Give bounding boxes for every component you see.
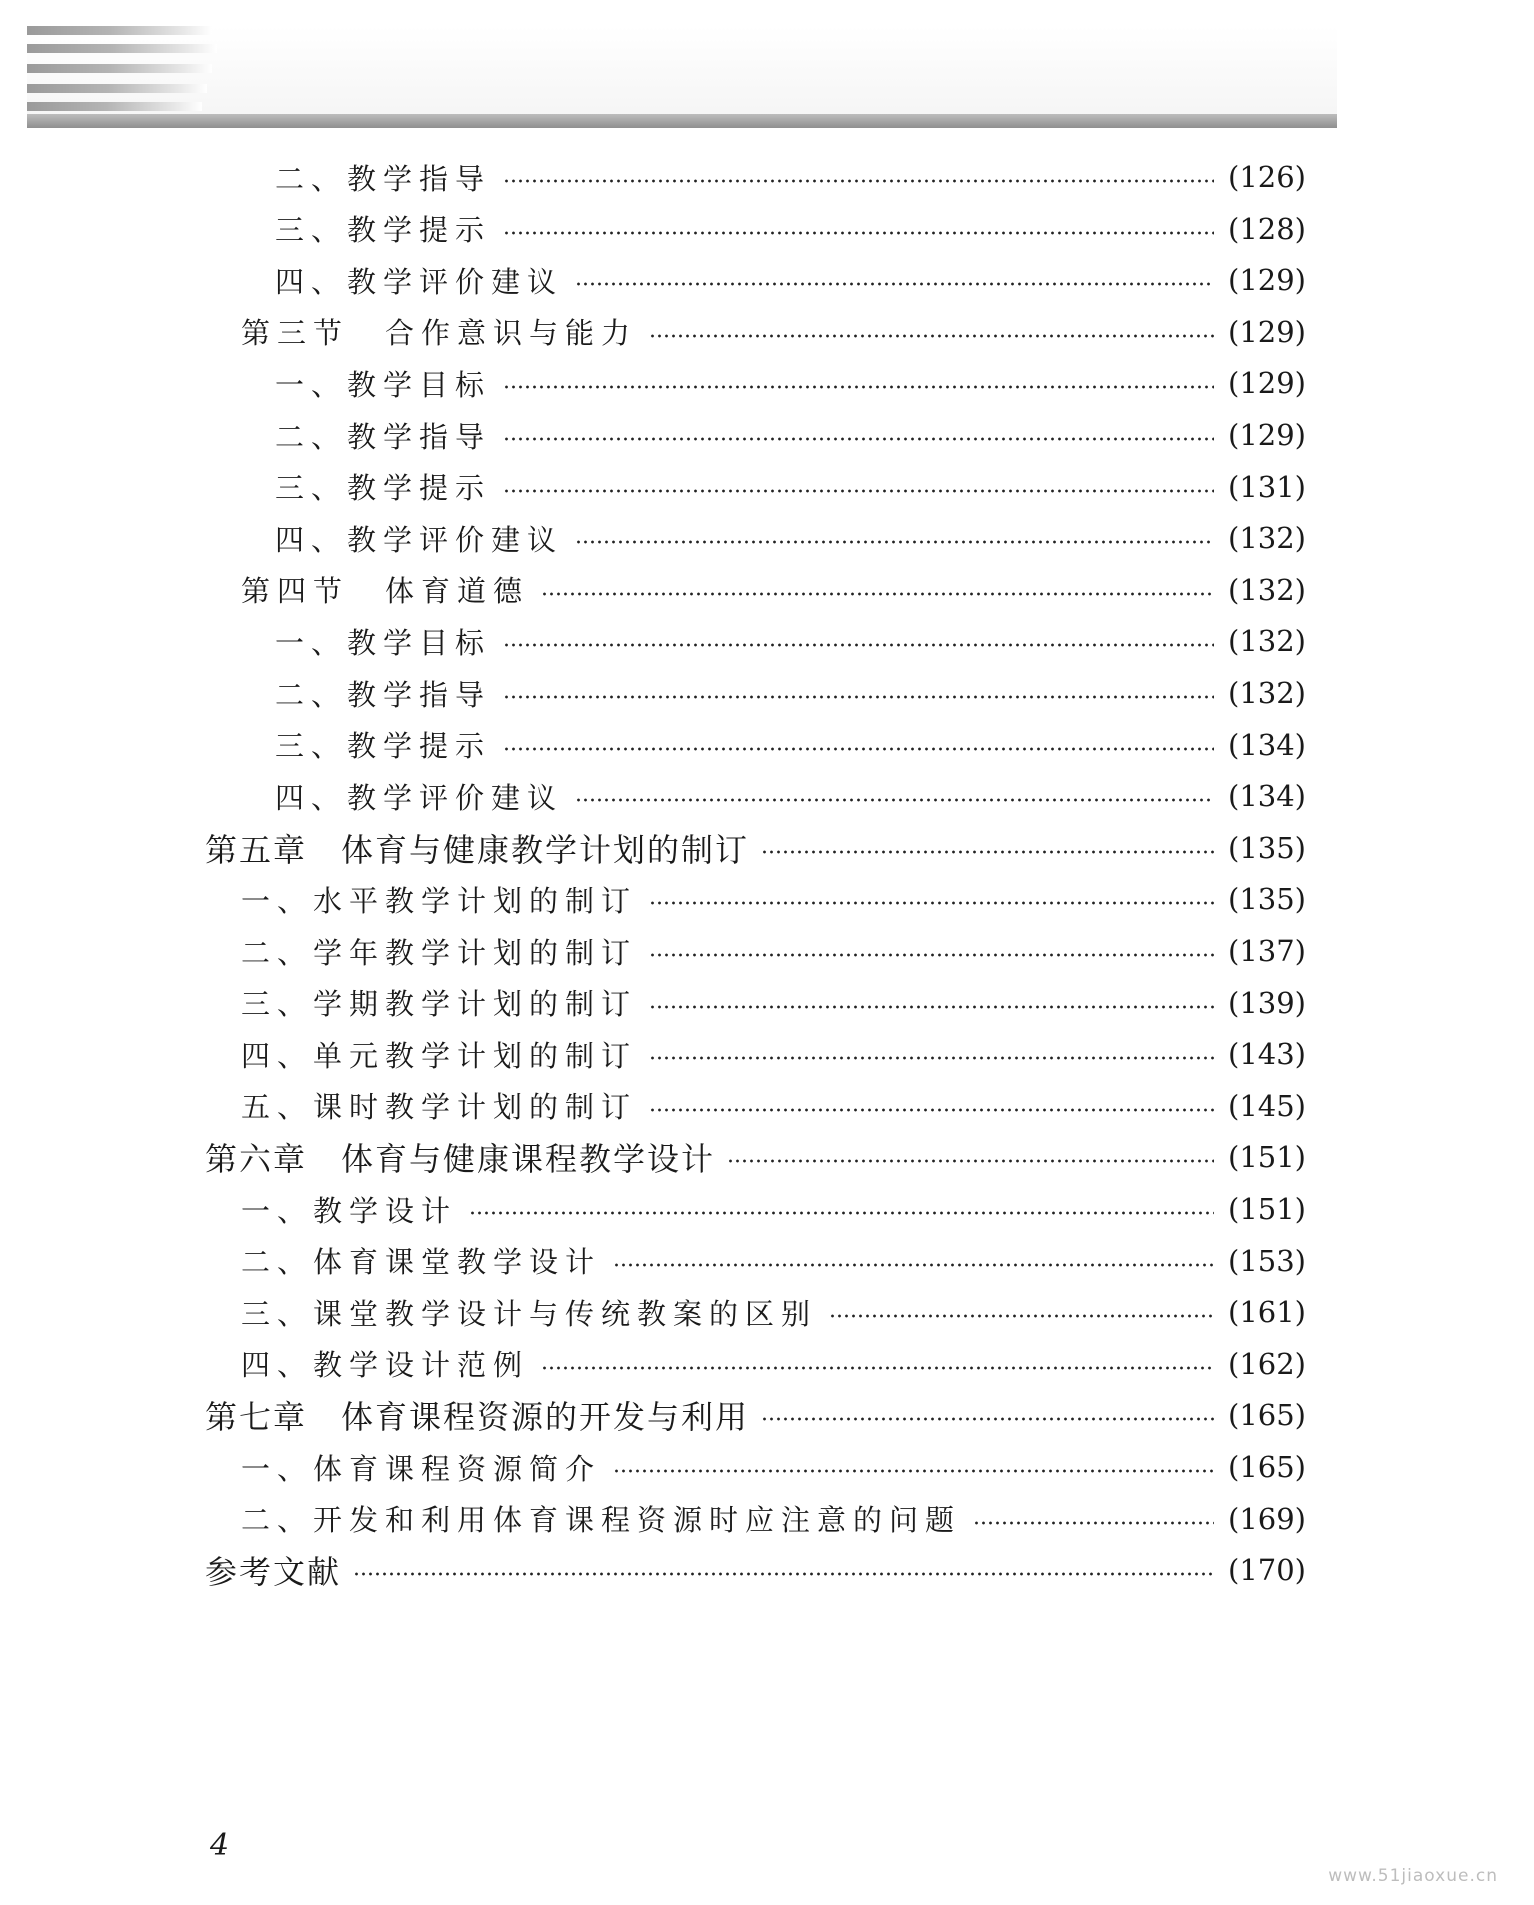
toc-page-number: (137) — [1228, 934, 1306, 968]
toc-entry-row — [275, 672, 1306, 714]
toc-entry-row — [275, 362, 1306, 404]
toc-page-number: (132) — [1228, 572, 1306, 607]
header-stripe — [27, 84, 207, 93]
dot-leader — [973, 1521, 1214, 1525]
dot-leader — [503, 695, 1214, 699]
dot-leader — [575, 282, 1214, 286]
dot-leader — [503, 179, 1214, 183]
toc-entry-row — [241, 878, 1306, 920]
toc-entry-title: 三、教学提示 — [275, 213, 492, 248]
dot-leader — [649, 1108, 1214, 1112]
dot-leader — [541, 592, 1214, 596]
toc-page-number: (165) — [1228, 1398, 1306, 1433]
toc-entry-row — [275, 259, 1306, 301]
toc-entry-title: 第四节 体育道德 — [241, 574, 530, 609]
toc-entry-row — [241, 1446, 1306, 1488]
toc-entry-title: 三、学期教学计划的制订 — [241, 987, 638, 1022]
toc-entry-title: 二、教学指导 — [275, 677, 492, 712]
dot-leader — [503, 489, 1214, 493]
toc-page-number: (129) — [1228, 418, 1306, 452]
toc-page-number: (132) — [1228, 521, 1306, 556]
toc-page-number: (131) — [1228, 469, 1306, 504]
toc-entry-title: 三、课堂教学设计与传统教案的区别 — [241, 1296, 818, 1331]
toc-entry-title: 二、教学指导 — [275, 161, 492, 196]
dot-leader — [649, 901, 1214, 905]
toc-chapter-row — [205, 1394, 1306, 1436]
toc-page-number: (135) — [1228, 882, 1306, 917]
page-number: 4 — [210, 1828, 230, 1863]
dot-leader — [541, 1366, 1214, 1370]
toc-entry-row — [275, 775, 1306, 817]
toc-entry-row — [241, 311, 1306, 353]
toc-page-number: (153) — [1228, 1243, 1306, 1278]
toc-entry-title: 五、课时教学计划的制订 — [241, 1090, 638, 1125]
toc-page-number: (132) — [1228, 624, 1306, 659]
toc-page-number: (162) — [1228, 1346, 1306, 1381]
dot-leader — [649, 953, 1214, 957]
toc-chapter-row — [205, 827, 1306, 869]
dot-leader — [613, 1263, 1214, 1267]
dot-leader — [761, 850, 1214, 854]
toc-entry-title: 四、教学设计范例 — [241, 1348, 530, 1383]
toc-entry-row — [241, 1188, 1306, 1230]
toc-page-number: (170) — [1228, 1553, 1306, 1588]
header-stripe — [27, 44, 217, 53]
dot-leader — [353, 1572, 1214, 1576]
toc-entry-row — [275, 724, 1306, 766]
toc-entry-row — [241, 930, 1306, 972]
toc-entry-title: 四、单元教学计划的制订 — [241, 1038, 638, 1073]
toc-page-number: (143) — [1228, 1037, 1306, 1072]
toc-entry-title: 一、教学目标 — [275, 625, 492, 660]
toc-entry-row — [241, 1240, 1306, 1282]
toc-entry-row — [241, 1291, 1306, 1333]
toc-entry-row — [241, 1085, 1306, 1127]
toc-chapter-row — [205, 1136, 1306, 1178]
toc-entry-title: 三、教学提示 — [275, 729, 492, 764]
toc-entry-row — [241, 982, 1306, 1024]
toc-page-number: (169) — [1228, 1501, 1306, 1536]
toc-entry-title: 第六章 体育与健康课程教学设计 — [205, 1140, 716, 1179]
toc-entry-title: 二、体育课堂教学设计 — [241, 1245, 602, 1280]
toc-page-number: (128) — [1228, 211, 1306, 246]
toc-entry-row — [241, 1033, 1306, 1075]
toc-page-number: (161) — [1228, 1295, 1306, 1330]
toc-entry-title: 四、教学评价建议 — [275, 522, 564, 557]
toc-page-number: (129) — [1228, 314, 1306, 349]
toc-entry-title: 二、学年教学计划的制订 — [241, 935, 638, 970]
toc-entry-title: 第五章 体育与健康教学计划的制订 — [205, 830, 750, 869]
dot-leader — [649, 334, 1214, 338]
toc-page-number: (151) — [1228, 1192, 1306, 1226]
dot-leader — [649, 1005, 1214, 1009]
toc-page-number: (145) — [1228, 1088, 1306, 1123]
toc-entry-title: 三、教学提示 — [275, 471, 492, 506]
toc-entry-row — [275, 517, 1306, 559]
toc-entry-title: 二、教学指导 — [275, 419, 492, 454]
dot-leader — [503, 231, 1214, 235]
header-decoration — [27, 26, 1337, 130]
toc-page-number: (165) — [1228, 1450, 1306, 1484]
toc-page-number: (151) — [1228, 1140, 1306, 1175]
dot-leader — [575, 540, 1214, 544]
toc-entry-title: 参考文献 — [205, 1553, 342, 1592]
dot-leader — [503, 437, 1214, 441]
toc-entry-row — [275, 466, 1306, 508]
toc-page-number: (126) — [1228, 160, 1306, 194]
header-stripe — [27, 64, 212, 73]
dot-leader — [503, 643, 1214, 647]
toc-page-number: (134) — [1228, 779, 1306, 814]
toc-entry-row — [275, 620, 1306, 662]
header-stripe — [27, 102, 202, 111]
toc-entry-title: 四、教学评价建议 — [275, 780, 564, 815]
toc-entry-title: 一、教学设计 — [241, 1193, 458, 1228]
dot-leader — [503, 385, 1214, 389]
header-rule — [27, 114, 1337, 128]
header-fade — [27, 26, 1337, 126]
toc-chapter-row — [205, 1549, 1306, 1591]
dot-leader — [613, 1469, 1214, 1473]
dot-leader — [503, 747, 1214, 751]
toc-entry-row — [275, 414, 1306, 456]
toc-entry-row — [241, 1343, 1306, 1385]
toc-entry-title: 四、教学评价建议 — [275, 264, 564, 299]
dot-leader — [575, 798, 1214, 802]
toc-entry-row — [275, 156, 1306, 198]
toc-entry-title: 一、教学目标 — [275, 367, 492, 402]
toc-entry-title: 一、体育课程资源简介 — [241, 1451, 602, 1486]
toc-page-number: (134) — [1228, 727, 1306, 762]
toc-page-number: (139) — [1228, 985, 1306, 1020]
dot-leader — [727, 1159, 1214, 1163]
toc-page-number: (135) — [1228, 830, 1306, 865]
watermark: www.51jiaoxue.cn — [1328, 1866, 1498, 1886]
toc-entry-title: 二、开发和利用体育课程资源时应注意的问题 — [241, 1503, 962, 1538]
dot-leader — [649, 1056, 1214, 1060]
toc-entry-title: 第七章 体育课程资源的开发与利用 — [205, 1398, 750, 1437]
toc-entry-row — [241, 569, 1306, 611]
toc-page-number: (129) — [1228, 263, 1306, 298]
toc-entry-title: 一、水平教学计划的制订 — [241, 883, 638, 918]
toc-page-number: (132) — [1228, 676, 1306, 710]
toc-page-number: (129) — [1228, 366, 1306, 401]
toc-entry-row — [275, 208, 1306, 250]
dot-leader — [469, 1211, 1214, 1215]
dot-leader — [829, 1314, 1214, 1318]
header-stripe — [27, 26, 212, 35]
toc-entry-row — [241, 1498, 1306, 1540]
toc-entry-title: 第三节 合作意识与能力 — [241, 316, 638, 351]
dot-leader — [761, 1417, 1214, 1421]
